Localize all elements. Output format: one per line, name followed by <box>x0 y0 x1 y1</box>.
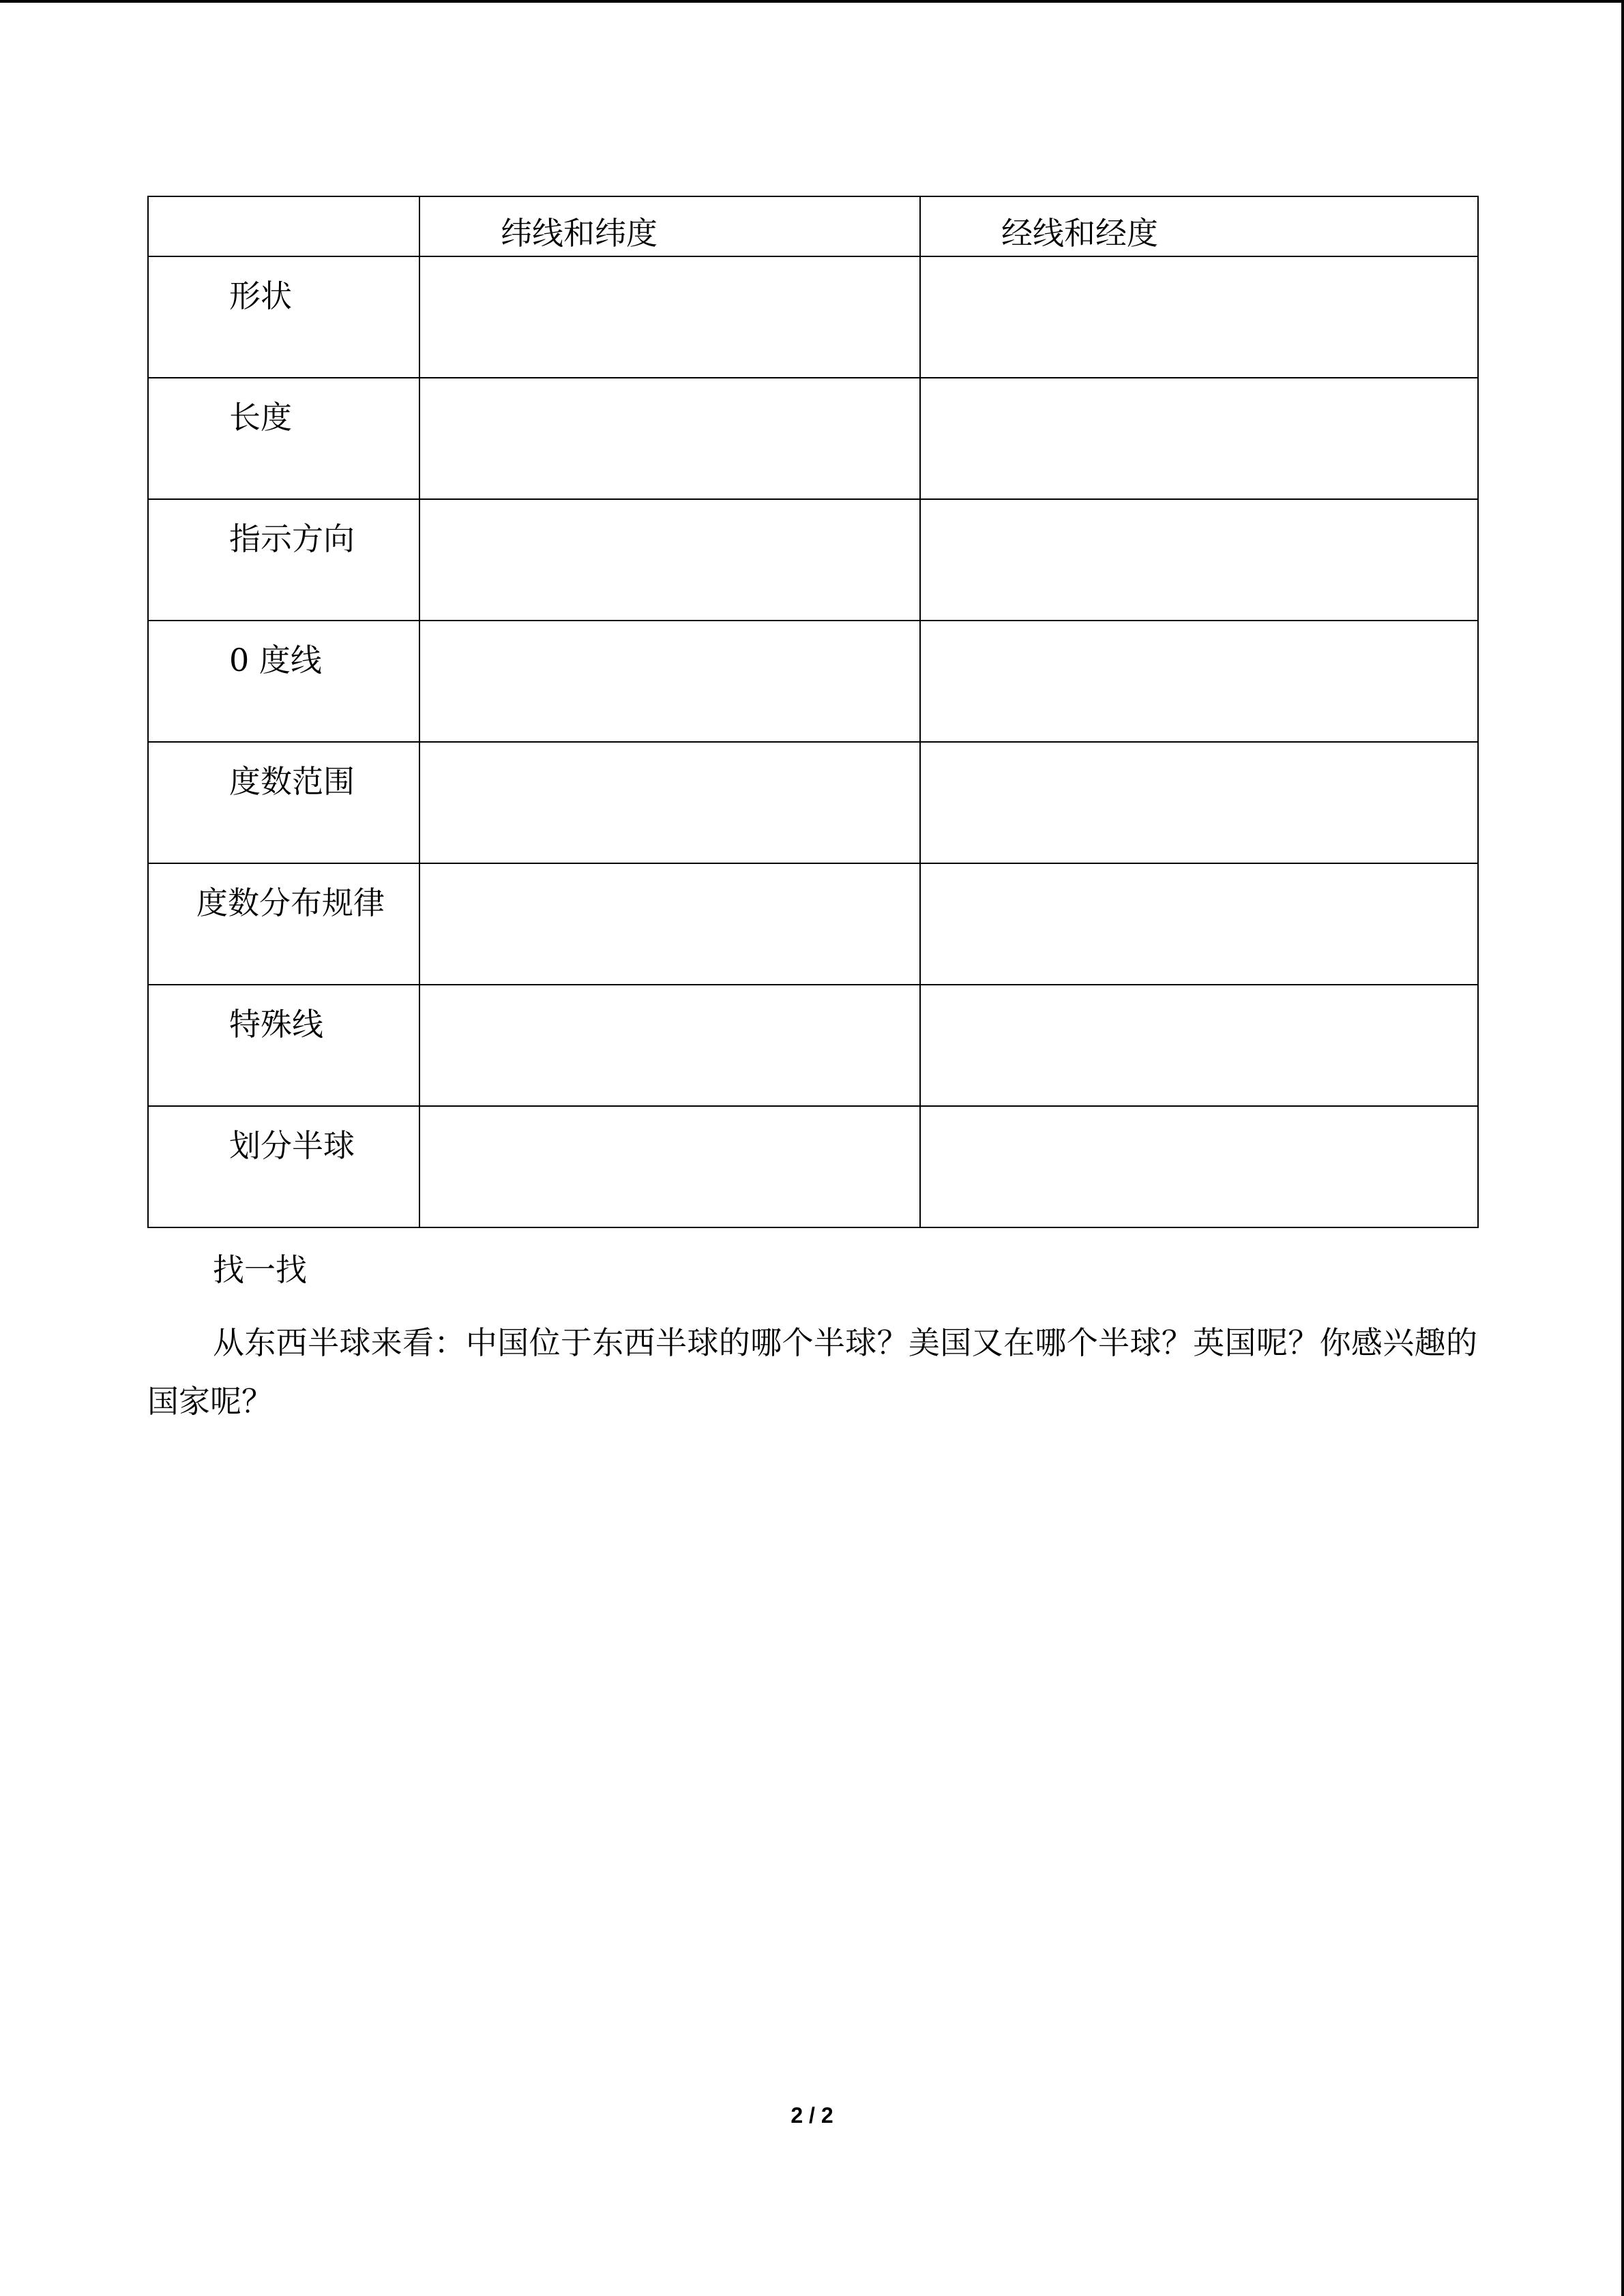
page-number: 2 / 2 <box>791 2103 833 2128</box>
longitude-cell <box>920 256 1478 378</box>
row-label: 0 度线 <box>229 642 322 679</box>
longitude-cell <box>920 621 1478 742</box>
page-top-border <box>0 0 1624 3</box>
row-label: 指示方向 <box>229 520 355 557</box>
row-label-cell <box>148 378 419 499</box>
latitude-cell <box>419 621 920 742</box>
longitude-cell <box>920 499 1478 621</box>
row-label-cell <box>148 621 419 742</box>
row-label: 长度 <box>229 399 292 436</box>
row-label: 度数分布规律 <box>196 884 385 921</box>
table-row <box>148 985 1478 1106</box>
header-cell-longitude <box>920 196 1478 256</box>
longitude-cell <box>920 742 1478 863</box>
table-row <box>148 1106 1478 1227</box>
latitude-cell <box>419 1106 920 1227</box>
header-longitude-text: 经线和经度 <box>1001 215 1158 252</box>
table-row <box>148 256 1478 378</box>
table-header-row <box>148 196 1478 256</box>
page-right-border <box>1621 0 1624 2296</box>
table-row <box>148 742 1478 863</box>
header-cell-latitude <box>419 196 920 256</box>
latitude-cell <box>419 256 920 378</box>
longitude-cell <box>920 863 1478 985</box>
row-label-cell <box>148 985 419 1106</box>
row-label-cell <box>148 742 419 863</box>
row-label: 度数范围 <box>229 763 355 800</box>
header-cell-blank <box>148 196 419 256</box>
row-label-cell <box>148 1106 419 1227</box>
latitude-cell <box>419 863 920 985</box>
latitude-cell <box>419 499 920 621</box>
row-label: 形状 <box>229 278 292 314</box>
longitude-cell <box>920 985 1478 1106</box>
row-label-cell <box>148 256 419 378</box>
row-label-cell <box>148 863 419 985</box>
section-title: 找一找 <box>213 1251 307 1288</box>
latitude-cell <box>419 742 920 863</box>
row-label: 划分半球 <box>229 1127 355 1164</box>
latitude-cell <box>419 378 920 499</box>
longitude-cell <box>920 1106 1478 1227</box>
table-row <box>148 863 1478 985</box>
comparison-table <box>147 196 1479 1228</box>
table-row <box>148 378 1478 499</box>
table-row <box>148 499 1478 621</box>
longitude-cell <box>920 378 1478 499</box>
header-latitude-text: 纬线和纬度 <box>501 215 658 252</box>
question-paragraph: 从东西半球来看：中国位于东西半球的哪个半球？美国又在哪个半球？英国呢？你感兴趣的国家呢？ <box>147 1324 1477 1420</box>
table-row <box>148 621 1478 742</box>
row-label: 特殊线 <box>229 1006 323 1043</box>
row-label-cell <box>148 499 419 621</box>
latitude-cell <box>419 985 920 1106</box>
